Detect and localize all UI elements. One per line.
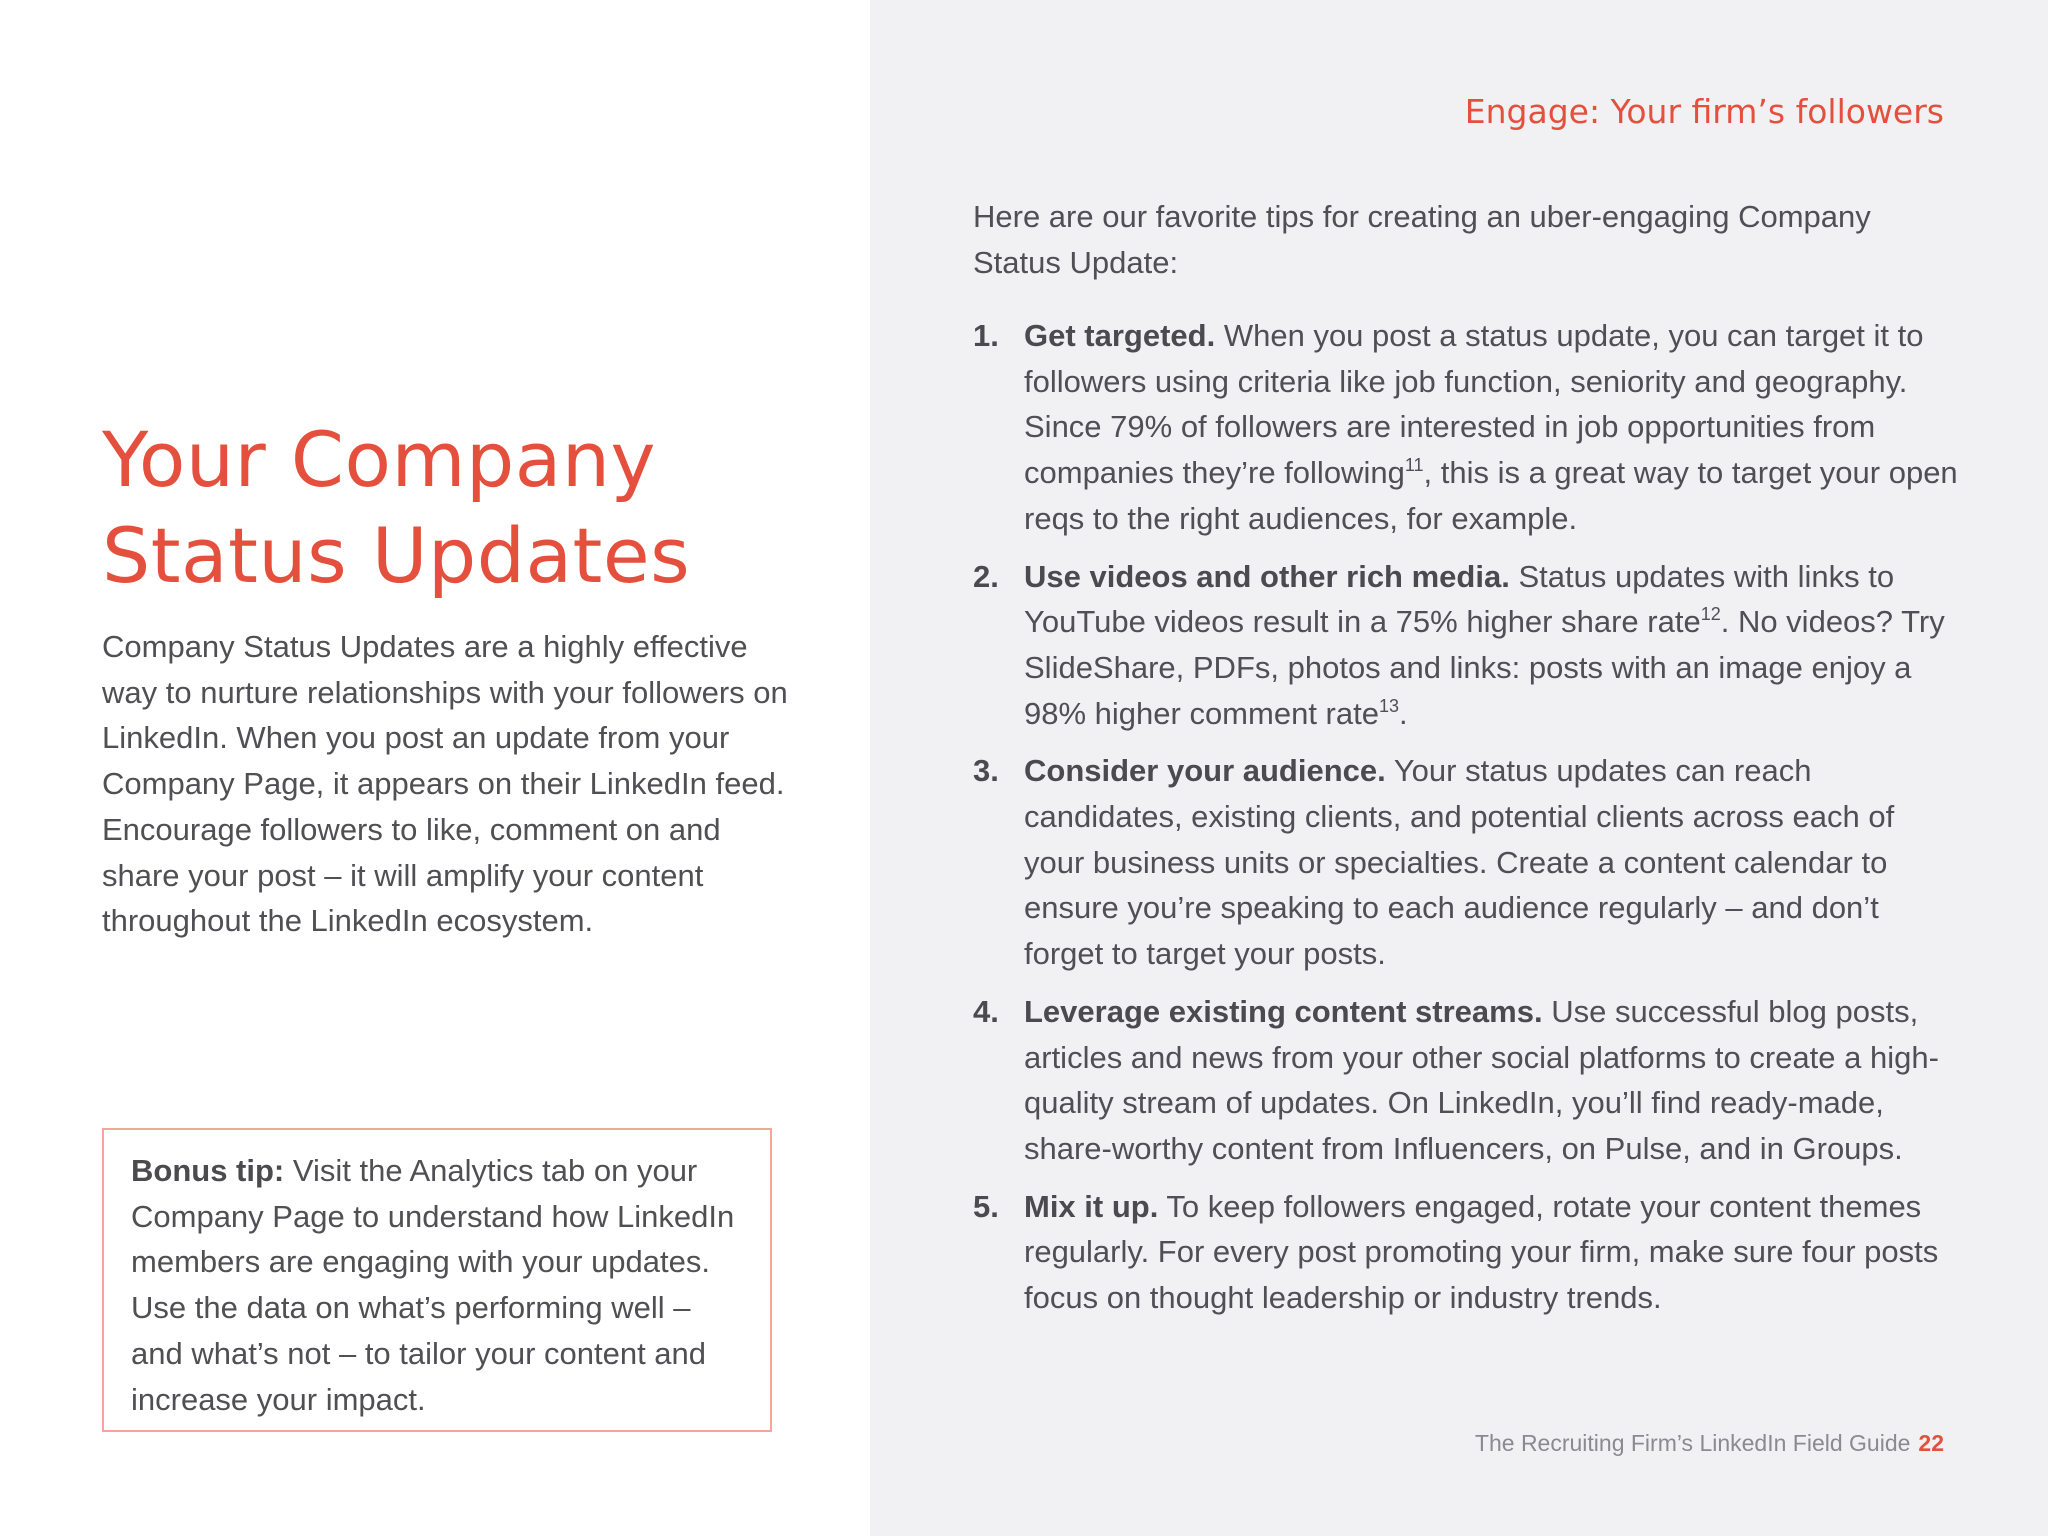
tip-text: , this is a great way to target your open reqs to the right audiences, for example. [1024, 455, 1958, 536]
bonus-tip-body: Visit the Analytics tab on your Company Page to understand how LinkedIn members are engaging with your updates. Use the data on what’s performing well – and what’s not – to tailor your content and increase your impact. [131, 1153, 735, 1417]
tip-text: When you post a status update, you can target it to followers using criteria like job function, seniority and geography. Since 79% of followers are interested in job opportunities from companies they’re following [1024, 318, 1924, 491]
tip-title: Consider your audience. [1024, 753, 1386, 789]
tip-number: 3. [973, 753, 999, 789]
bonus-tip-text [131, 1148, 744, 1422]
tip-item-2 [973, 554, 1958, 737]
tip-item-5 [973, 1184, 1958, 1321]
footnote-ref: 12 [1700, 604, 1721, 625]
footnote-ref: 13 [1378, 695, 1399, 716]
tip-text: To keep followers engaged, rotate your content themes regularly. For every post promoting your firm, make sure four posts focus on thought leadership or industry trends. [1024, 1188, 1939, 1316]
left-panel [0, 0, 870, 1536]
section-title [102, 412, 802, 604]
tip-item-1 [973, 313, 1958, 542]
tip-title: Get targeted. [1024, 318, 1216, 353]
section-header: Engage: Your firm’s followers [1464, 92, 1944, 131]
tip-text: Use successful blog posts, articles and news from your other social platforms to create a high-quality stream of updates. On LinkedIn, you’ll find ready-made, share-worthy content from Influencers, on Pulse, and in Groups. [1024, 993, 1939, 1166]
tip-number: 5. [973, 1188, 999, 1224]
tip-number: 2. [973, 558, 999, 594]
footnote-ref: 11 [1404, 455, 1424, 476]
bonus-tip-label: Bonus tip: [131, 1153, 285, 1188]
page-footer [1475, 1428, 1944, 1458]
tip-title: Mix it up. [1024, 1188, 1159, 1224]
tip-text: Status updates with links to YouTube videos result in a 75% higher share rate [1024, 558, 1895, 640]
page-number: 22 [1918, 1430, 1944, 1456]
bonus-tip-box [102, 1128, 772, 1432]
section-title-line-2: Status Updates [102, 511, 691, 600]
tip-text: . No videos? Try SlideShare, PDFs, photos and links: posts with an image enjoy a 98% higher comment rate [1024, 604, 1945, 731]
tip-text: Your status updates can reach candidates, existing clients, and potential clients across each of your business units or specialties. Create a content calendar to ensure you’re speaking to each audience regularly – and don’t forget to target your posts. [1024, 753, 1895, 972]
tips-lead: Here are our favorite tips for creating an uber-engaging Company Status Update: [973, 199, 1871, 280]
tip-number: 1. [973, 318, 999, 353]
tip-text: . [1399, 695, 1408, 731]
tip-title: Use videos and other rich media. [1024, 558, 1510, 594]
guide-title: The Recruiting Firm’s LinkedIn Field Guide [1474, 1430, 1911, 1456]
tip-item-3 [973, 748, 1958, 977]
tip-title: Leverage existing content streams. [1024, 993, 1543, 1029]
intro-paragraph: Company Status Updates are a highly effective way to nurture relationships with your followers on LinkedIn. When you post an update from your Company Page, it appears on their LinkedIn feed. Encourage followers to like, comment on and share your post – it will amplify your content throughout the LinkedIn ecosystem. [102, 629, 788, 939]
tip-number: 4. [973, 993, 999, 1029]
tips-list [973, 313, 1958, 1333]
tip-item-4 [973, 989, 1958, 1172]
section-title-line-1: Your Company [102, 415, 656, 504]
